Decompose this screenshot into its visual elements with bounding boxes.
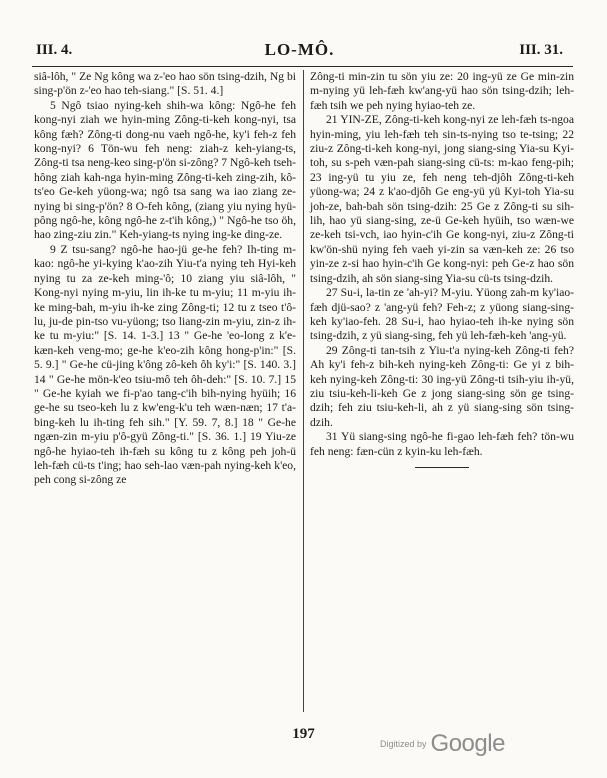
header-right-reference: III. 31.: [519, 42, 563, 58]
paragraph: Zông-ti min-zin tu sön yiu ze: 20 ing-yü ze Ge min-zin m-nying yü leh-fæh kw'ang-yü hao sön tsing-dzih; leh-fæh tsih we peh nying hyiao-teh ze.: [310, 70, 574, 112]
left-column: [34, 70, 296, 488]
watermark-prefix: Digitized by: [380, 739, 427, 749]
paragraph: 27 Su-i, la-tin ze 'ah-yi? M-yiu. Yüong zah-m ky'iao-fæh djü-sao? z 'ang-yü feh? Feh-z; z yüong siang-sing-keh ky'iao-feh. 28 Su-i, hao hyiao-teh ih-ke nying sön tsing-dzih, z yü siang-sing, feh yü leh-fæh-keh 'ang-yü.: [310, 286, 574, 343]
paragraph: siâ-lôh, " Ze Ng kông wa z-'eo hao sön tsing-dzih, Ng bi sing-p'ön z-'eo hao teh-siang." [S. 51. 4.]: [34, 70, 296, 98]
page-number: 197: [292, 726, 315, 742]
chapter-end-rule: [415, 467, 469, 468]
google-logo: Google: [430, 730, 505, 757]
paragraph: 9 Z tsu-sang? ngô-he hao-jü ge-he feh? Ih-ting m-kao: ngô-he yi-kying k'ao-zih Yiu-t'a nying teh Hyi-keh nying tu za ze-keh ming-'ô; 10 ziang yiu siâ-lôh, " Kong-nyi nying m-yiu, lin ih-ke tu m-yiu; 11 m-yiu ih-ke ming-bah, m-yiu ih-ke zing Zông-ti; 12 tu z tseo t'ô-lu, ju-de pin-tso vu-yüong; tso liang-zin m-yiu, zin-z ih-ke tu m-yiu:" [S. 14. 1-3.] 13 " Ge-he 'eo-long z k'e-kæn-keh veng-mo; ge-he k'eo-zih kông hong-p'in:" [S. 5. 9.] " Ge-he cü-jing k'ông zô-keh ôh ky'i:" [S. 140. 3.] 14 " Ge-he mön-k'eo tsiu-mô teh ôh-deh:" [S. 10. 7.] 15 " Ge-he kyiah we fi-p'ao tang-c'ih bih-nying hyüih; 16 ge-he su tseo-keh lu z kw'eng-k'u teh wæn-næn; 17 t'a-bing-keh lu ih-ting feh sih." [Y. 59. 7, 8.] 18 " Ge-he ngæn-zin m-yiu p'ô-gyü Zông-ti." [S. 36. 1.] 19 Yiu-ze ngô-he hyiao-teh ih-fæh su kông tu z kông peh joh-ü leh-fæh cü-ts t'ing; hao seh-lao væn-pah nying-keh k'eo, peh cong si-zông ze: [34, 242, 296, 487]
header-rule: [32, 66, 573, 67]
header-left-reference: III. 4.: [36, 42, 73, 58]
page-header: [36, 40, 563, 62]
right-column: [310, 70, 574, 468]
paragraph: 21 YIN-ZE, Zông-ti-keh kong-nyi ze leh-fæh ts-ngoa hyin-ming, yiu leh-fæh teh sin-ts-nying tso te-tsing; 22 ziu-z Zông-ti-keh kong-nyi, jong siang-sing Yia-su Kyi-toh, su s-peh væn-pah siang-sing cü-ts: m-kao feng-pih; 23 ing-yü tu yiu ze, feh neng teh-djôh Zông-ti-keh yüong-wa; 24 z k'ao-djôh Ge eng-yü yü Kyi-toh Yia-su joh-ze, bah-bah sön tsing-dzih: 25 Ge z Zông-ti su sih-lih, hao yü siang-sing, ze-ü Ge-keh hyüih, tso wæn-we ze-keh tsi-vch, iao hyin-c'ih Ge kong-nyi, ziu-z Zông-ti kw'ön-shü nying feh vaeh yi-zin sa væn-keh ze: 26 tso yin-ze z-si hao hyin-c'ih Ge kong-nyi: peh Ge-z hao sön tsing-dzih, ah sön siang-sing Yia-su cü-ts tsing-dzih.: [310, 113, 574, 285]
paragraph: 29 Zông-ti tan-tsih z Yiu-t'a nying-keh Zông-ti feh? Ah ky'i feh-z bih-keh nying-keh Zông-ti: Ge yi z bih-keh nying-keh Zông-ti: 30 ing-yü Zông-ti tsih-yiu ih-yü, ziu tsiu-keh-li-keh Ge z jong siang-sing sön ge tsing-dzih; feh ziu tsiu-keh-li, ah z yü siang-sing sön tsing-dzih.: [310, 343, 574, 429]
digitized-watermark: [380, 730, 505, 758]
column-divider: [303, 70, 304, 712]
header-title: LO-MÔ.: [264, 40, 335, 59]
paragraph: 31 Yü siang-sing ngô-he fi-gao leh-fæh feh? tön-wu feh neng: fæn-cün z kyin-ku leh-fæh.: [310, 430, 574, 458]
paragraph: 5 Ngô tsiao nying-keh shih-wa kông: Ngô-he feh kong-nyi ziah we hyin-ming Zông-ti-keh kong-nyi, tsa kông fæh? Zông-ti dong-nu vaeh ngô-he, ky'i feh-z feh kong-nyi? 6 Tön-wu feh neng: ziah-z keh-yiang-ts, Zông-ti tsa neng-keo sing-p'ön si-zông? 7 Ngô-keh tseh-hông ziah kah-nga hyin-ming Zông-ti-keh zing-zih, kô-ts'eo Ge-keh yüong-wa; ngô tsa sang wa iao ziang ze-nying bi sing-p'ön? 8 O-feh kông, (ziang yiu nying hyü-pông ngô-he, kông ngô-he z-t'ih kông,) " Ngô-he tso öh, hao zing-ziu zin." Keh-yiang-ts nying ing-ke ding-ze.: [34, 98, 296, 242]
